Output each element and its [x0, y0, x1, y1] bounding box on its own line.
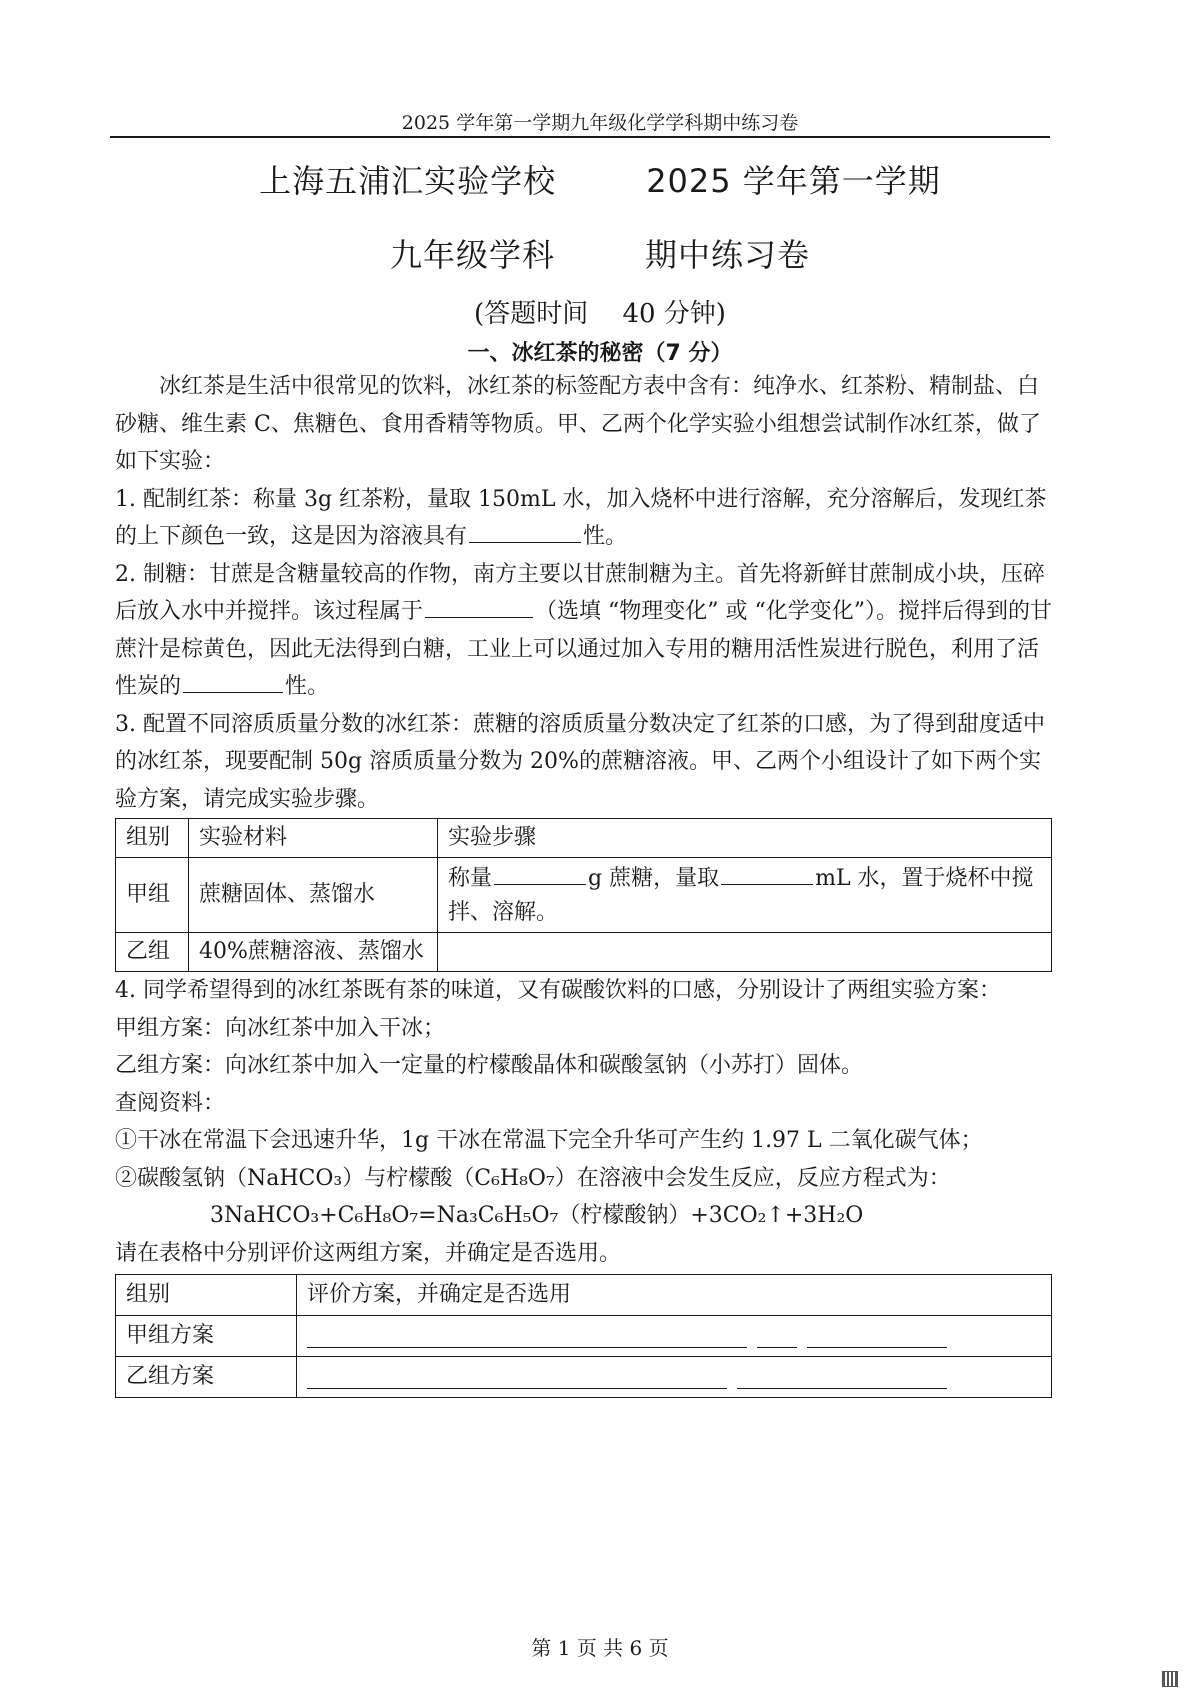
question-4: 4. 同学希望得到的冰红茶既有茶的味道，又有碳酸饮料的口感，分别设计了两组实验方案：: [115, 978, 1001, 1003]
answer-blank-4[interactable]: [494, 860, 586, 885]
answer-blank-5[interactable]: [721, 860, 813, 885]
qr-code-icon: [1162, 1671, 1178, 1687]
row-group-cell: 甲组: [116, 858, 189, 933]
col-group-header: 组别: [116, 1275, 297, 1316]
step-text-a: 称量: [448, 866, 493, 891]
school-name: 上海五浦汇实验学校: [259, 162, 557, 200]
question-3: 3. 配置不同溶质质量分数的冰红茶：蔗糖的溶质质量分数决定了红茶的口感，为了得到甜度适中的冰红茶，现要配制 50g 溶质质量分数为 20%的蔗糖溶液。甲、乙两个小组设计了如下两个实验方案，请完成实验步骤。: [115, 711, 1045, 812]
table-row: [116, 858, 1052, 933]
question-1: [115, 481, 1052, 556]
reference-1: ①干冰在常温下会迅速升华，1g 干冰在常温下完全升华可产生约 1.97 L 二氧化碳气体；: [115, 1128, 983, 1153]
answer-blank-2[interactable]: [425, 593, 533, 618]
plan-b: 乙组方案：向冰红茶中加入一定量的柠檬酸晶体和碳酸氢钠（小苏打）固体。: [115, 1053, 864, 1078]
section-heading: 一、冰红茶的秘密（7 分）: [467, 341, 733, 366]
question-1-text: 1. 配制红茶：称量 3g 红茶粉，量取 150mL 水，加入烧杯中进行溶解，充分溶解后，发现红茶的上下颜色一致，这是因为溶液具有: [115, 486, 1047, 549]
col-group-header: 组别: [116, 819, 189, 858]
plan-a: 甲组方案：向冰红茶中加入干冰；: [115, 1015, 446, 1041]
answer-lines: [307, 1366, 1041, 1389]
question-2-text: 2. 制糖：甘蔗是含糖量较高的作物，南方主要以甘蔗制糖为主。首先将新鲜甘蔗制成小块，压碎后放入水中并搅拌。该过程属于: [115, 561, 1045, 624]
grade-subject: 九年级学科: [389, 236, 555, 274]
reference-2: ②碳酸氢钠（NaHCO₃）与柠檬酸（C₆H₈O₇）在溶液中会发生反应，反应方程式为：: [115, 1165, 951, 1191]
evaluation-instruction: 请在表格中分别评价这两组方案，并确定是否选用。: [115, 1240, 622, 1266]
row-steps-answer-cell[interactable]: [438, 933, 1052, 972]
term: 2025 学年第一学期: [646, 162, 941, 200]
question-body: [115, 368, 1052, 1398]
running-title: 2025 学年第一学期九年级化学学科期中练习卷: [401, 112, 799, 134]
intro-paragraph: 冰红茶是生活中很常见的饮料，冰红茶的标签配方表中含有：纯净水、红茶粉、精制盐、白砂糖、维生素 C、焦糖色、食用香精等物质。甲、乙两个化学实验小组想尝试制作冰红茶，做了如下实验：: [115, 374, 1041, 474]
table-header-row: [116, 1275, 1052, 1316]
answer-lines: [307, 1325, 1041, 1348]
step-text-c: mL 水，置于烧杯中搅拌、溶解。: [448, 866, 1034, 925]
exam-name: 期中练习卷: [645, 236, 811, 274]
table-row: [116, 933, 1052, 972]
table-row: [116, 1316, 1052, 1357]
evaluation-answer-cell[interactable]: [297, 1357, 1052, 1398]
col-material-header: 实验材料: [189, 819, 438, 858]
evaluation-answer-cell[interactable]: [297, 1316, 1052, 1357]
table-header-row: [116, 819, 1052, 858]
col-steps-header: 实验步骤: [438, 819, 1052, 858]
row-group-cell: 乙组: [116, 933, 189, 972]
answer-time: (答题时间 40 分钟): [474, 299, 726, 329]
evaluation-table: [115, 1274, 1052, 1398]
table-row: [116, 1357, 1052, 1398]
row-material-cell: 蔗糖固体、蒸馏水: [189, 858, 438, 933]
reference-title: 查阅资料：: [115, 1090, 226, 1116]
reaction-equation: 3NaHCO₃+C₆H₈O₇=Na₃C₆H₅O₇（柠檬酸钠）+3CO₂↑+3H₂O: [210, 1203, 864, 1228]
answer-blank-3[interactable]: [183, 668, 283, 693]
answer-blank-1[interactable]: [469, 518, 581, 543]
title-line-1: [0, 156, 1200, 202]
question-2: [115, 556, 1052, 706]
row-plan-label: 乙组方案: [116, 1357, 297, 1398]
question-2-mid: （选填 “物理变化” 或 “化学变化”）。搅拌后得到的甘蔗汁是棕黄色，因此无法得到白糖，工业上可以通过加入专用的糖用活性炭进行脱色，利用了活性炭的: [115, 599, 1052, 699]
question-2-end: 性。: [285, 674, 330, 699]
header-rule: [110, 136, 1050, 138]
row-steps-cell: [438, 858, 1052, 933]
question-1-end: 性。: [583, 524, 628, 549]
step-text-b: g 蔗糖，量取: [588, 866, 720, 891]
page-number: 第 1 页 共 6 页: [531, 1636, 669, 1660]
col-evaluation-header: 评价方案，并确定是否选用: [297, 1275, 1052, 1316]
row-plan-label: 甲组方案: [116, 1316, 297, 1357]
row-material-cell: 40%蔗糖溶液、蒸馏水: [189, 933, 438, 972]
solution-table: [115, 818, 1052, 972]
title-line-2: [0, 230, 1200, 276]
